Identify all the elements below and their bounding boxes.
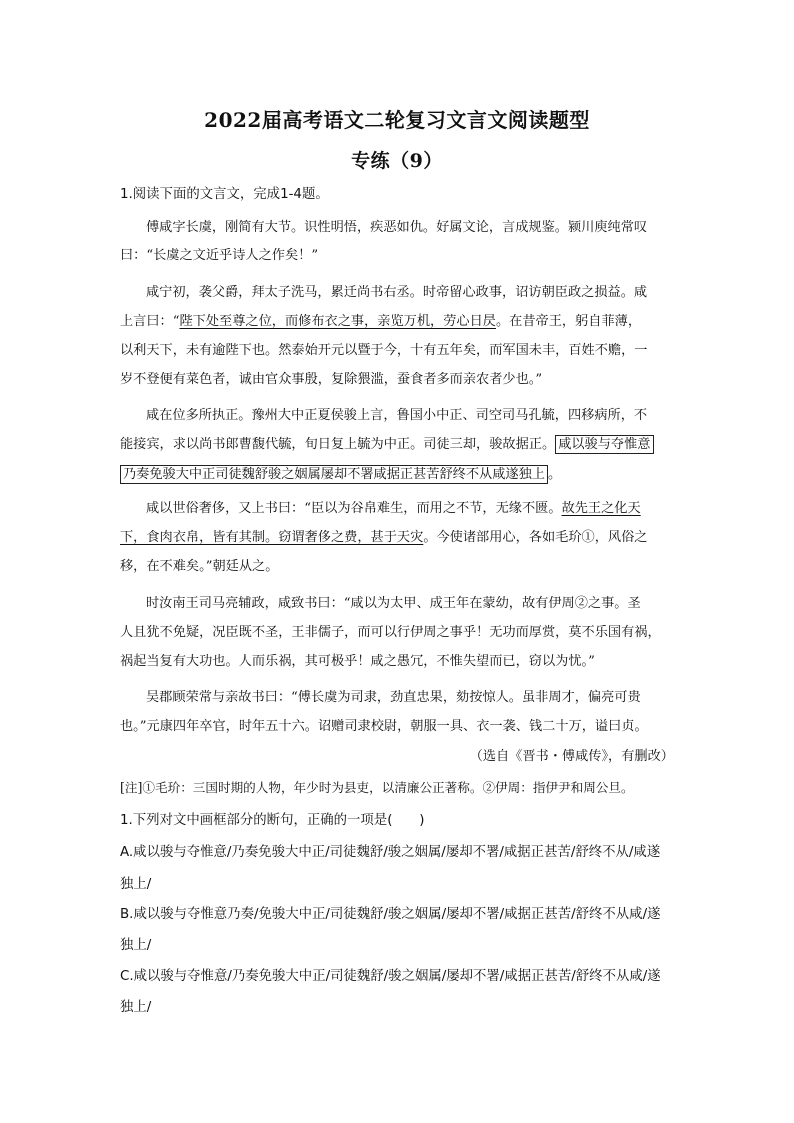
passage-p3-line3	[120, 466, 561, 484]
passage-p4-line2	[120, 529, 648, 547]
exercise-intro: 1.阅读下面的文言文，完成1-4题。	[120, 187, 329, 202]
passage-p2-line1: 咸宁初，袭父爵，拜太子洗马，累迁尚书右丞。时帝留心政事，诏访朝臣政之损益。咸	[146, 285, 648, 300]
underlined-sentence-2-end: 下，食肉衣帛，皆有其制。窃谓奢侈之费，甚于天灾	[120, 530, 424, 545]
option-b-line1: B.咸以骏与夺惟意乃奏/免骏大中正/司徒魏舒/骏之姻属/屡却不署/咸据正甚苦/舒终不从咸/遂	[120, 907, 661, 922]
passage-p2-line2-pre: 上言曰：“	[120, 314, 180, 329]
passage-p1-line1: 傅咸字长虞，刚简有大节。识性明悟，疾恶如仇。好属文论，言成规鉴。颍川庾纯常叹	[146, 220, 648, 235]
passage-p5-line2: 人且犹不免疑，况臣既不圣，王非儒子，而可以行伊周之事乎！无功而厚赏，莫不乐国有祸，	[120, 625, 661, 640]
passage-p4-line2-post: 。今使诸部用心，各如毛玠①，风俗之	[423, 530, 648, 545]
question-1: 1.下列对文中画框部分的断句，正确的一项是( )	[120, 813, 425, 828]
document-subtitle: 专练（9）	[351, 150, 443, 172]
passage-p2-line4: 岁不登便有菜色者，诚由官众事殷，复除猥滥，蚕食者多而亲农者少也。”	[120, 372, 543, 387]
passage-p2-line2-post: 。在昔帝王，躬自菲薄，	[496, 314, 642, 329]
option-a-line2: 独上/	[120, 877, 152, 892]
boxed-sentence-part-1: 咸以骏与夺惟意	[555, 435, 653, 454]
option-a-line1: A.咸以骏与夺惟意/乃奏免骏大中正/司徒魏舒/骏之姻属/屡却不署/咸据正甚苦/舒终不从/咸遂	[120, 845, 661, 860]
passage-p2-line2	[120, 313, 641, 331]
document-title: 2022届高考语文二轮复习文言文阅读题型	[204, 108, 590, 132]
passage-p1-line2: 曰：“长虞之文近乎诗人之作矣！”	[120, 248, 319, 263]
passage-p2-line3: 以利天下，未有逾陛下也。然泰始开元以暨于今，十有五年矣，而军国未丰，百姓不赡，一	[120, 343, 648, 358]
passage-p5-line1: 时汝南王司马亮辅政，咸致书曰：“咸以为太甲、成王年在蒙幼，故有伊周②之事。圣	[146, 596, 641, 611]
passage-p3-line2	[120, 436, 654, 454]
passage-p6-line2: 也。”元康四年卒官，时年五十六。诏赠司隶校尉，朝服一具、衣一袭、钱二十万，谥曰贞。	[120, 719, 648, 734]
boxed-sentence-part-2: 乃奏免骏大中正司徒魏舒骏之姻属屡却不署咸据正甚苦舒终不从咸遂独上	[120, 465, 548, 484]
annotation-note: [注]①毛玠：三国时期的人物，年少时为县吏，以清廉公正著称。②伊周：指伊尹和周公旦。	[120, 780, 634, 795]
passage-p5-line3: 祸起当复有大功也。人而乐祸，其可极乎！咸之愚冗，不惟失望而已，窃以为忧。”	[120, 654, 595, 669]
option-c-line2: 独上/	[120, 1000, 152, 1015]
passage-p4-line1-pre: 咸以世俗奢侈，又上书曰：“臣以为谷帛难生，而用之不节，无缘不匮。	[146, 501, 562, 516]
underlined-sentence-1: 陛下处至尊之位，而修布衣之事，亲览万机，劳心日昃	[179, 314, 496, 329]
underlined-sentence-2-start: 故先王之化天	[561, 501, 641, 516]
passage-p4-line1	[146, 500, 641, 518]
option-b-line2: 独上/	[120, 938, 152, 953]
passage-p3-line1: 咸在位多所执正。豫州大中正夏侯骏上言，鲁国小中正、司空司马孔毓，四移病所，不	[146, 408, 648, 423]
option-c-line1: C.咸以骏与夺惟意/乃奏免骏大中正/司徒魏舒/骏之姻属/屡却不署/咸据正甚苦/舒终不从咸/遂	[120, 969, 661, 984]
passage-p4-line3: 移，在不难矣。”朝廷从之。	[120, 559, 279, 574]
passage-source: （选自《晋书・傅咸传》，有删改）	[469, 749, 674, 764]
passage-p3-line3-post: 。	[548, 467, 562, 482]
passage-p6-line1: 吴郡顾荣常与亲故书曰：“傅长虞为司隶，劲直忠果，劾按惊人。虽非周才，偏亮可贵	[146, 690, 641, 705]
passage-p3-line2-pre: 能接宾，求以尚书郎曹馥代毓，旬日复上毓为中正。司徒三却，骏故据正。	[120, 437, 556, 452]
